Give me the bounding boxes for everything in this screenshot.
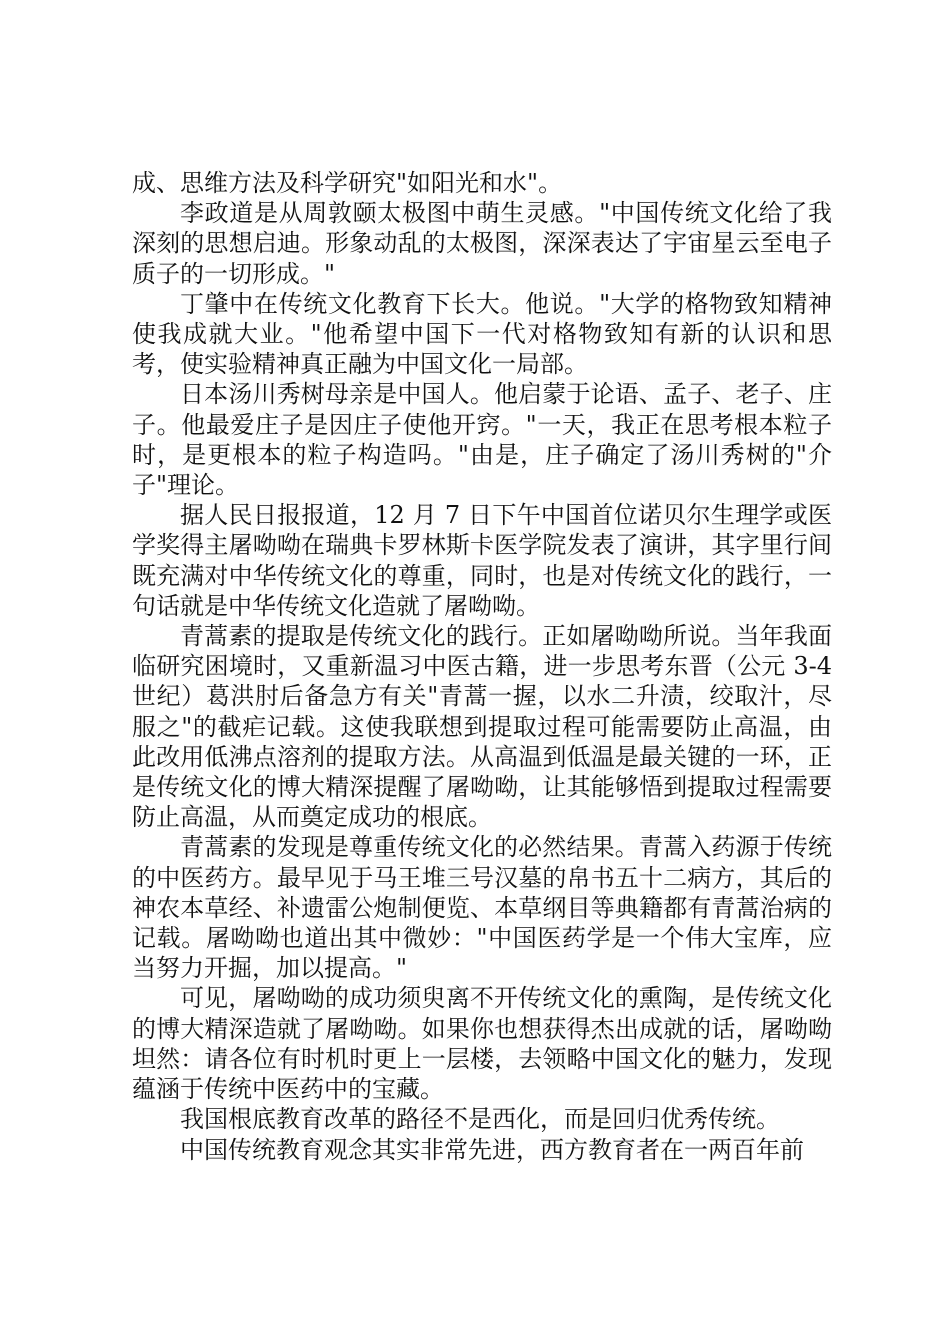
paragraph: 中国传统教育观念其实非常先进，西方教育者在一两百年前 [180, 1135, 804, 1164]
paragraph: 丁肇中在传统文化教育下长大。他说。"大学的格物致知精神使我成就大业。"他希望中国下一代对格物致知有新的认识和思考，使实验精神真正融为中国文化一局部。 [132, 289, 832, 379]
paragraph: 李政道是从周敦颐太极图中萌生灵感。"中国传统文化给了我深刻的思想启迪。形象动乱的太极图，深深表达了宇宙星云至电子质子的一切形成。" [132, 199, 832, 288]
paragraph: 青蒿素的发现是尊重传统文化的必然结果。青蒿入药源于传统的中医药方。最早见于马王堆三号汉墓的帛书五十二病方，其后的神农本草经、补遗雷公炮制便览、本草纲目等典籍都有青蒿治病的记载。屠呦呦也道出其中微妙："中国医药学是一个伟大宝库，应当努力开掘，加以提高。" [132, 833, 832, 983]
paragraph: 我国根底教育改革的路径不是西化，而是回归优秀传统。 [180, 1105, 780, 1134]
paragraph: 日本汤川秀树母亲是中国人。他启蒙于论语、孟子、老子、庄子。他最爱庄子是因庄子使他开窍。"一天，我正在思考根本粒子时，是更根本的粒子构造吗。"由是，庄子确定了汤川秀树的"介子"理论。 [132, 380, 832, 500]
paragraph: 据人民日报报道，12 月 7 日下午中国首位诺贝尔生理学或医学奖得主屠呦呦在瑞典卡罗林斯卡医学院发表了演讲，其字里行间既充满对中华传统文化的尊重，同时，也是对传统文化的践行，一句话就是中华传统文化造就了屠呦呦。 [132, 501, 832, 620]
document-body [132, 168, 832, 1165]
paragraph: 可见，屠呦呦的成功须臾离不开传统文化的熏陶，是传统文化的博大精深造就了屠呦呦。如果你也想获得杰出成就的话，屠呦呦坦然：请各位有时机时更上一层楼，去领略中国文化的魅力，发现蕴涵于传统中医药中的宝藏。 [132, 984, 832, 1104]
paragraph: 青蒿素的提取是传统文化的践行。正如屠呦呦所说。当年我面临研究困境时，又重新温习中医古籍，进一步思考东晋（公元 3-4 世纪）葛洪肘后备急方有关"青蒿一握，以水二升渍，绞取汁，尽服之"的截疟记载。这使我联想到提取过程可能需要防止高温，由此改用低沸点溶剂的提取方法。从高温到低温是最关键的一环，正是传统文化的博大精深提醒了屠呦呦，让其能够悟到提取过程需要防止高温，从而奠定成功的根底。 [132, 622, 832, 832]
paragraph: 成、思维方法及科学研究"如阳光和水"。 [132, 169, 563, 197]
